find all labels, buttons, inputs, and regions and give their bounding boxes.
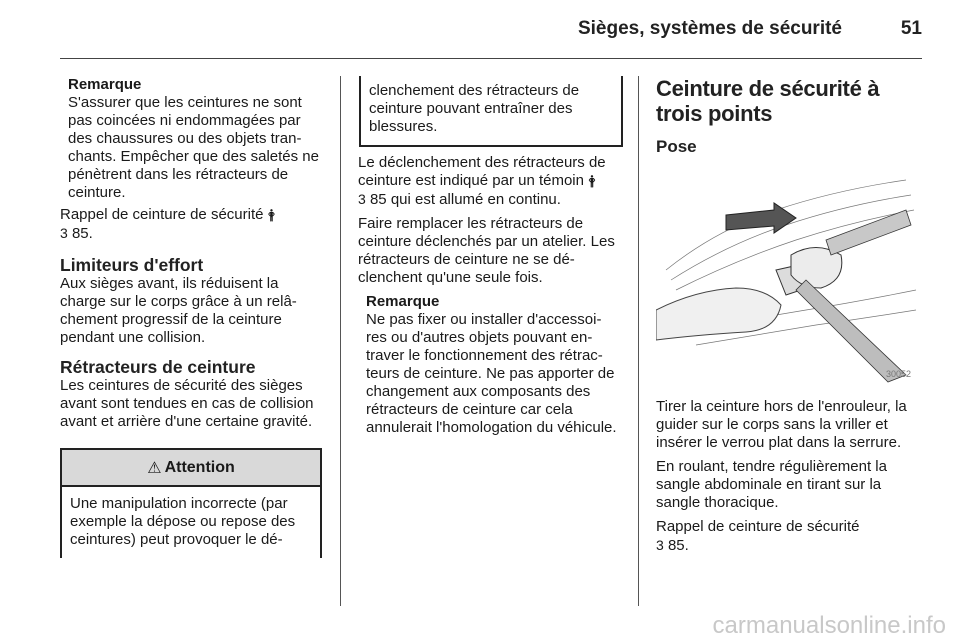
ref-arrow-icon: 3 [60,225,68,241]
reminder-ref: 85. [71,225,93,242]
page-number: 51 [900,18,922,39]
reminder-ref-2: 85. [667,537,689,554]
footer-logo: carmanualsonline.info [712,612,946,639]
note-block-2 [358,293,624,437]
reminder-label-2: Rappel de ceinture de sécurité [656,518,860,535]
seatbelt-illustration [656,170,918,384]
header-title: Sièges, systèmes de sécurité [577,18,842,39]
attention-continued-box: clenchement des rétracteurs de ceinture pouvant entraîner des blessures. [359,76,623,147]
attention-box [60,448,322,558]
pose-instructions: Tirer la ceinture hors de l'enrouleur, la guider sur le corps sans la vriller et insérer le verrou plat dans la serrure. [656,398,907,451]
attention-text: Une manipulation incorrecte (par exemple la dépose ou repose des ceintures) peut provoquer le dé- [70,495,296,548]
heading-three-point-belt: Ceinture de sécurité à trois points [656,76,880,126]
note-text-1: S'assurer que les ceintures ne sont pas coincées ni endommagées par des chaussures ou des objets tran- chants. Empêcher que des saletés ne pénètrent dans les rétracteurs de ceinture. [68,94,319,201]
column-1 [60,76,326,431]
image-code: 30052 [886,369,912,379]
column-2 [358,154,624,437]
column-divider-1 [340,76,341,606]
warning-icon: ⚠ [147,459,162,477]
note-text-2: Ne pas fixer ou installer d'accessoi- res ou d'autres objets pouvant en- traver le fonctionnement des rétrac- teurs de ceinture. Ne pas apporter de changement aux composants des rétracteurs de ceinture car cela annulerait l'homologation du véhicule. [366,311,617,436]
heading-pose: Pose [656,137,697,156]
column-3 [656,76,922,156]
seatbelt-reminder-2 [656,518,922,555]
heading-limiters: Limiteurs d'effort [60,255,204,275]
note-title-1: Remarque [68,76,142,93]
seatbelt-warning-icon: 🛉 [588,173,596,188]
driving-instructions: En roulant, tendre régulièrement la sangle abdominale en tirant sur la sangle thoracique. [656,458,887,511]
trigger-indicator-text [358,154,624,209]
retractors-text: Les ceintures de sécurité des sièges avant sont tendues en cas de collision avant et arrière d'une certaine gravité. [60,377,314,430]
limiters-text: Aux sièges avant, ils réduisent la charge sur le corps grâce à un relâ- chement progressif de la ceinture pendant une collision. [60,275,297,346]
trigger-text: Le déclenchement des rétracteurs de ceinture est indiqué par un témoin [358,154,606,189]
replace-retractors-text: Faire remplacer les rétracteurs de ceinture déclenchés par un atelier. Les rétracteurs de ceinture ne se dé- clenchent qu'une seule fois. [358,215,615,286]
heading-retractors: Rétracteurs de ceinture [60,357,256,377]
header-rule [60,58,922,59]
trigger-ref: 85 qui est allumé en continu. [369,191,561,208]
ref-arrow-icon: 3 [358,191,366,207]
column-divider-2 [638,76,639,606]
attention-header [62,450,320,487]
note-title-2: Remarque [366,293,440,310]
attention-title: Attention [164,458,235,476]
column-3-body [656,398,922,555]
seatbelt-reminder [60,206,326,243]
reminder-label: Rappel de ceinture de sécurité [60,206,264,223]
note-block-1 [60,76,326,202]
seatbelt-icon: 🛉 [267,207,276,222]
ref-arrow-icon: 3 [656,537,664,553]
